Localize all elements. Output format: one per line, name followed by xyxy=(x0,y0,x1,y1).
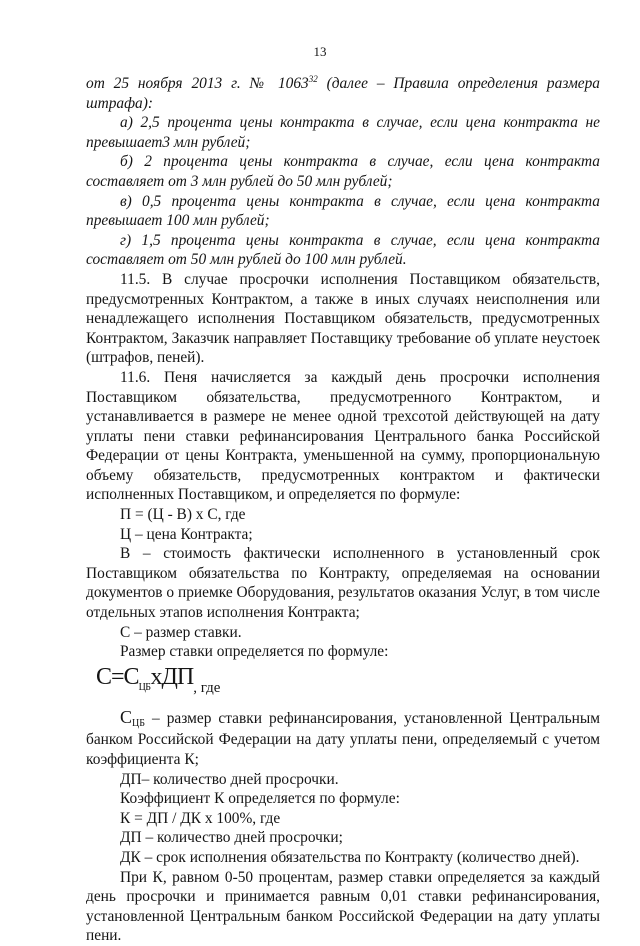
fine-item-g: г) 1,5 процента цены контракта в случае, если цена контракта составляет от 50 млн рублей до 100 млн рублей. xyxy=(86,231,600,269)
rate-formula-sub: ЦБ xyxy=(138,681,151,693)
ccb-subscript: ЦБ xyxy=(132,717,145,729)
clause-11-5: 11.5. В случае просрочки исполнения Поставщиком обязательств, предусмотренных Контрактом, а также в иных случаях неисполнения или ненадлежащего исполнения Поставщиком обязательств, предусмотренных Контрактом, Заказчик направляет Поставщику требование об уплате неустоек (штрафов, пеней). xyxy=(86,270,600,367)
definition-days-overdue: ДП– количество дней просрочки. xyxy=(120,770,339,788)
rate-formula xyxy=(96,663,600,700)
definition-days-overdue-2: ДП – количество дней просрочки; xyxy=(120,829,343,847)
intro-text: от 25 ноября 2013 г. № 1063 xyxy=(86,75,309,92)
penalty-formula: П = (Ц - В) х С, где xyxy=(120,506,246,524)
rate-formula-tail: , где xyxy=(193,679,221,696)
clause-11-6: 11.6. Пеня начисляется за каждый день просрочки исполнения Поставщиком обязательства, предусмотренного Контрактом, и устанавливается в размере не менее одной трехсотой действующей на дату уплаты пени ставки рефинансирования Центрального банка Российской Федерации от цены Контракта, уменьшенной на сумму, пропорциональную объему обязательств, предусмотренных контрактом и фактически исполненных Поставщиком, и определяется по формуле: xyxy=(86,368,600,504)
footnote-ref: 32 xyxy=(308,73,318,84)
definition-price: Ц – цена Контракта; xyxy=(120,525,253,543)
fine-item-v: в) 0,5 процента цены контракта в случае, если цена контракта превышает 100 млн рублей; xyxy=(86,192,600,230)
ccb-symbol: С xyxy=(120,706,133,727)
definition-cost: В – стоимость фактически исполненного в установленный срок Поставщиком обязательства по Контракту, определяемая на основании документов о приемке Оборудования, результатов оказания Услуг, в том числе отдельных этапов исполнения Контракта; xyxy=(86,545,600,622)
k-formula: К = ДП / ДК х 100%, где xyxy=(120,809,281,827)
definition-term: ДК – срок исполнения обязательства по Контракту (количество дней). xyxy=(120,848,580,866)
fine-item-a: а) 2,5 процента цены контракта в случае, если цена контракта не превышает3 млн рублей; xyxy=(86,114,600,151)
document-body xyxy=(86,74,600,946)
definition-ccb xyxy=(86,708,600,770)
rate-formula-intro: Размер ставки определяется по формуле: xyxy=(120,643,389,661)
intro-paragraph xyxy=(86,74,600,113)
definition-rate: С – размер ставки. xyxy=(120,623,242,641)
rate-formula-lhs: С=С xyxy=(96,663,139,690)
intro-tail: (далее – Правила определения размера штрафа): xyxy=(86,75,600,112)
fine-item-b: б) 2 процента цены контракта в случае, если цена контракта составляет от 3 млн рублей до 50 млн рублей; xyxy=(86,153,600,190)
k-0-50-paragraph: При К, равном 0-50 процентам, размер ставки определяется за каждый день просрочки и принимается равным 0,01 ставки рефинансирования, установленной Центральным банком Российской Федерации на дату уплаты пени. xyxy=(86,868,600,945)
k-formula-intro: Коэффициент К определяется по формуле: xyxy=(120,790,400,808)
rate-formula-rhs: хДП xyxy=(150,663,194,690)
ccb-text: – размер ставки рефинансирования, установленной Центральным банком Российской Федерации на дату уплаты пени, определяемый с учетом коэффициента К; xyxy=(86,709,600,768)
page-number: 13 xyxy=(313,44,327,59)
